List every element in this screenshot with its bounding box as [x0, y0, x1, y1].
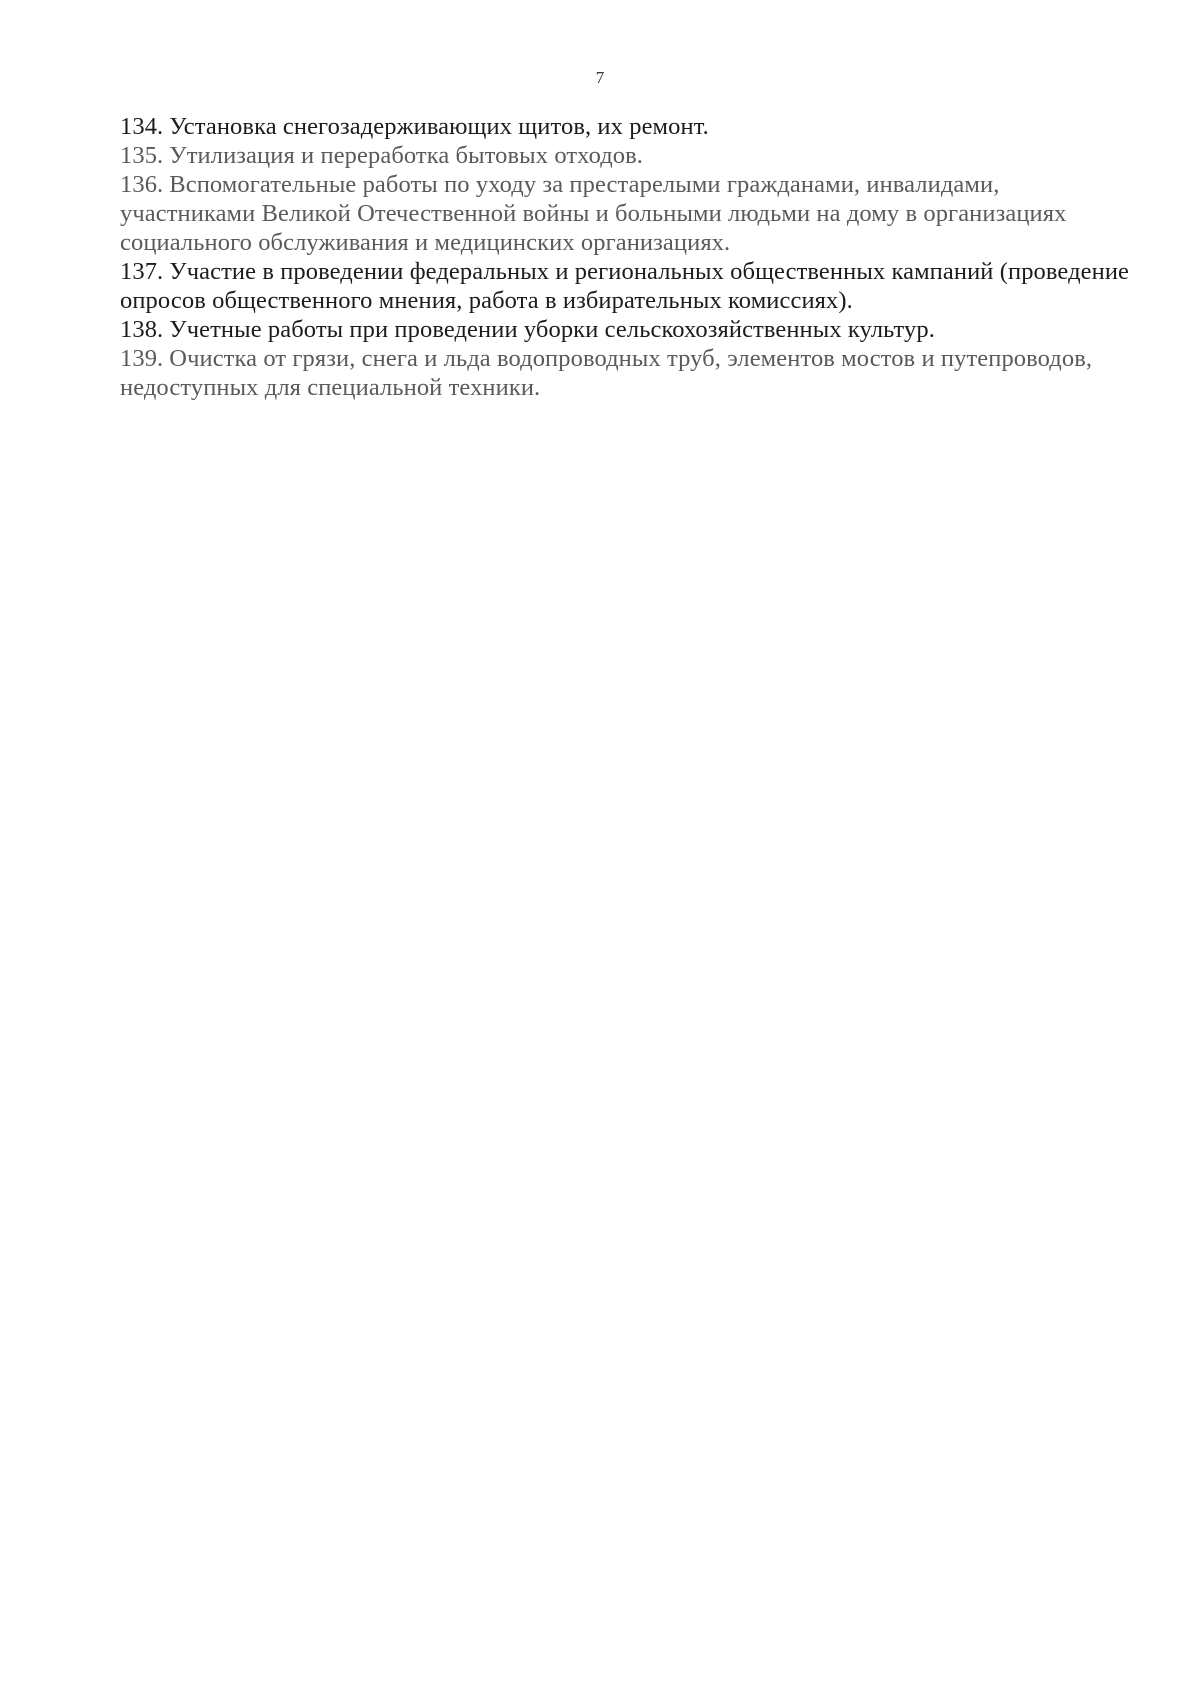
item-number: 139.	[120, 345, 164, 372]
list-item	[120, 315, 1130, 344]
item-text: Установка снегозадерживающих щитов, их ремонт.	[169, 113, 709, 140]
list-item	[120, 170, 1130, 257]
list-item	[120, 141, 1130, 170]
item-text: Вспомогательные работы по уходу за престарелыми гражданами, инвалидами, участниками Великой Отечественной войны и больными людьми на дому в организациях социального обслуживания и медицинских организациях.	[120, 171, 1067, 256]
list-item	[120, 112, 1130, 141]
item-number: 138.	[120, 316, 164, 343]
item-number: 137.	[120, 258, 164, 285]
item-text: Утилизация и переработка бытовых отходов.	[169, 142, 644, 169]
item-text: Учетные работы при проведении уборки сельскохозяйственных культур.	[169, 316, 935, 343]
work-list	[120, 112, 1130, 402]
page-number: 7	[595, 68, 605, 87]
item-number: 134.	[120, 113, 164, 140]
list-item	[120, 257, 1130, 315]
item-number: 135.	[120, 142, 164, 169]
item-text: Очистка от грязи, снега и льда водопроводных труб, элементов мостов и путепроводов, недоступных для специальной техники.	[120, 345, 1093, 401]
item-number: 136.	[120, 171, 164, 198]
list-item	[120, 344, 1130, 402]
item-text: Участие в проведении федеральных и региональных общественных кампаний (проведение опросов общественного мнения, работа в избирательных комиссиях).	[120, 258, 1130, 314]
